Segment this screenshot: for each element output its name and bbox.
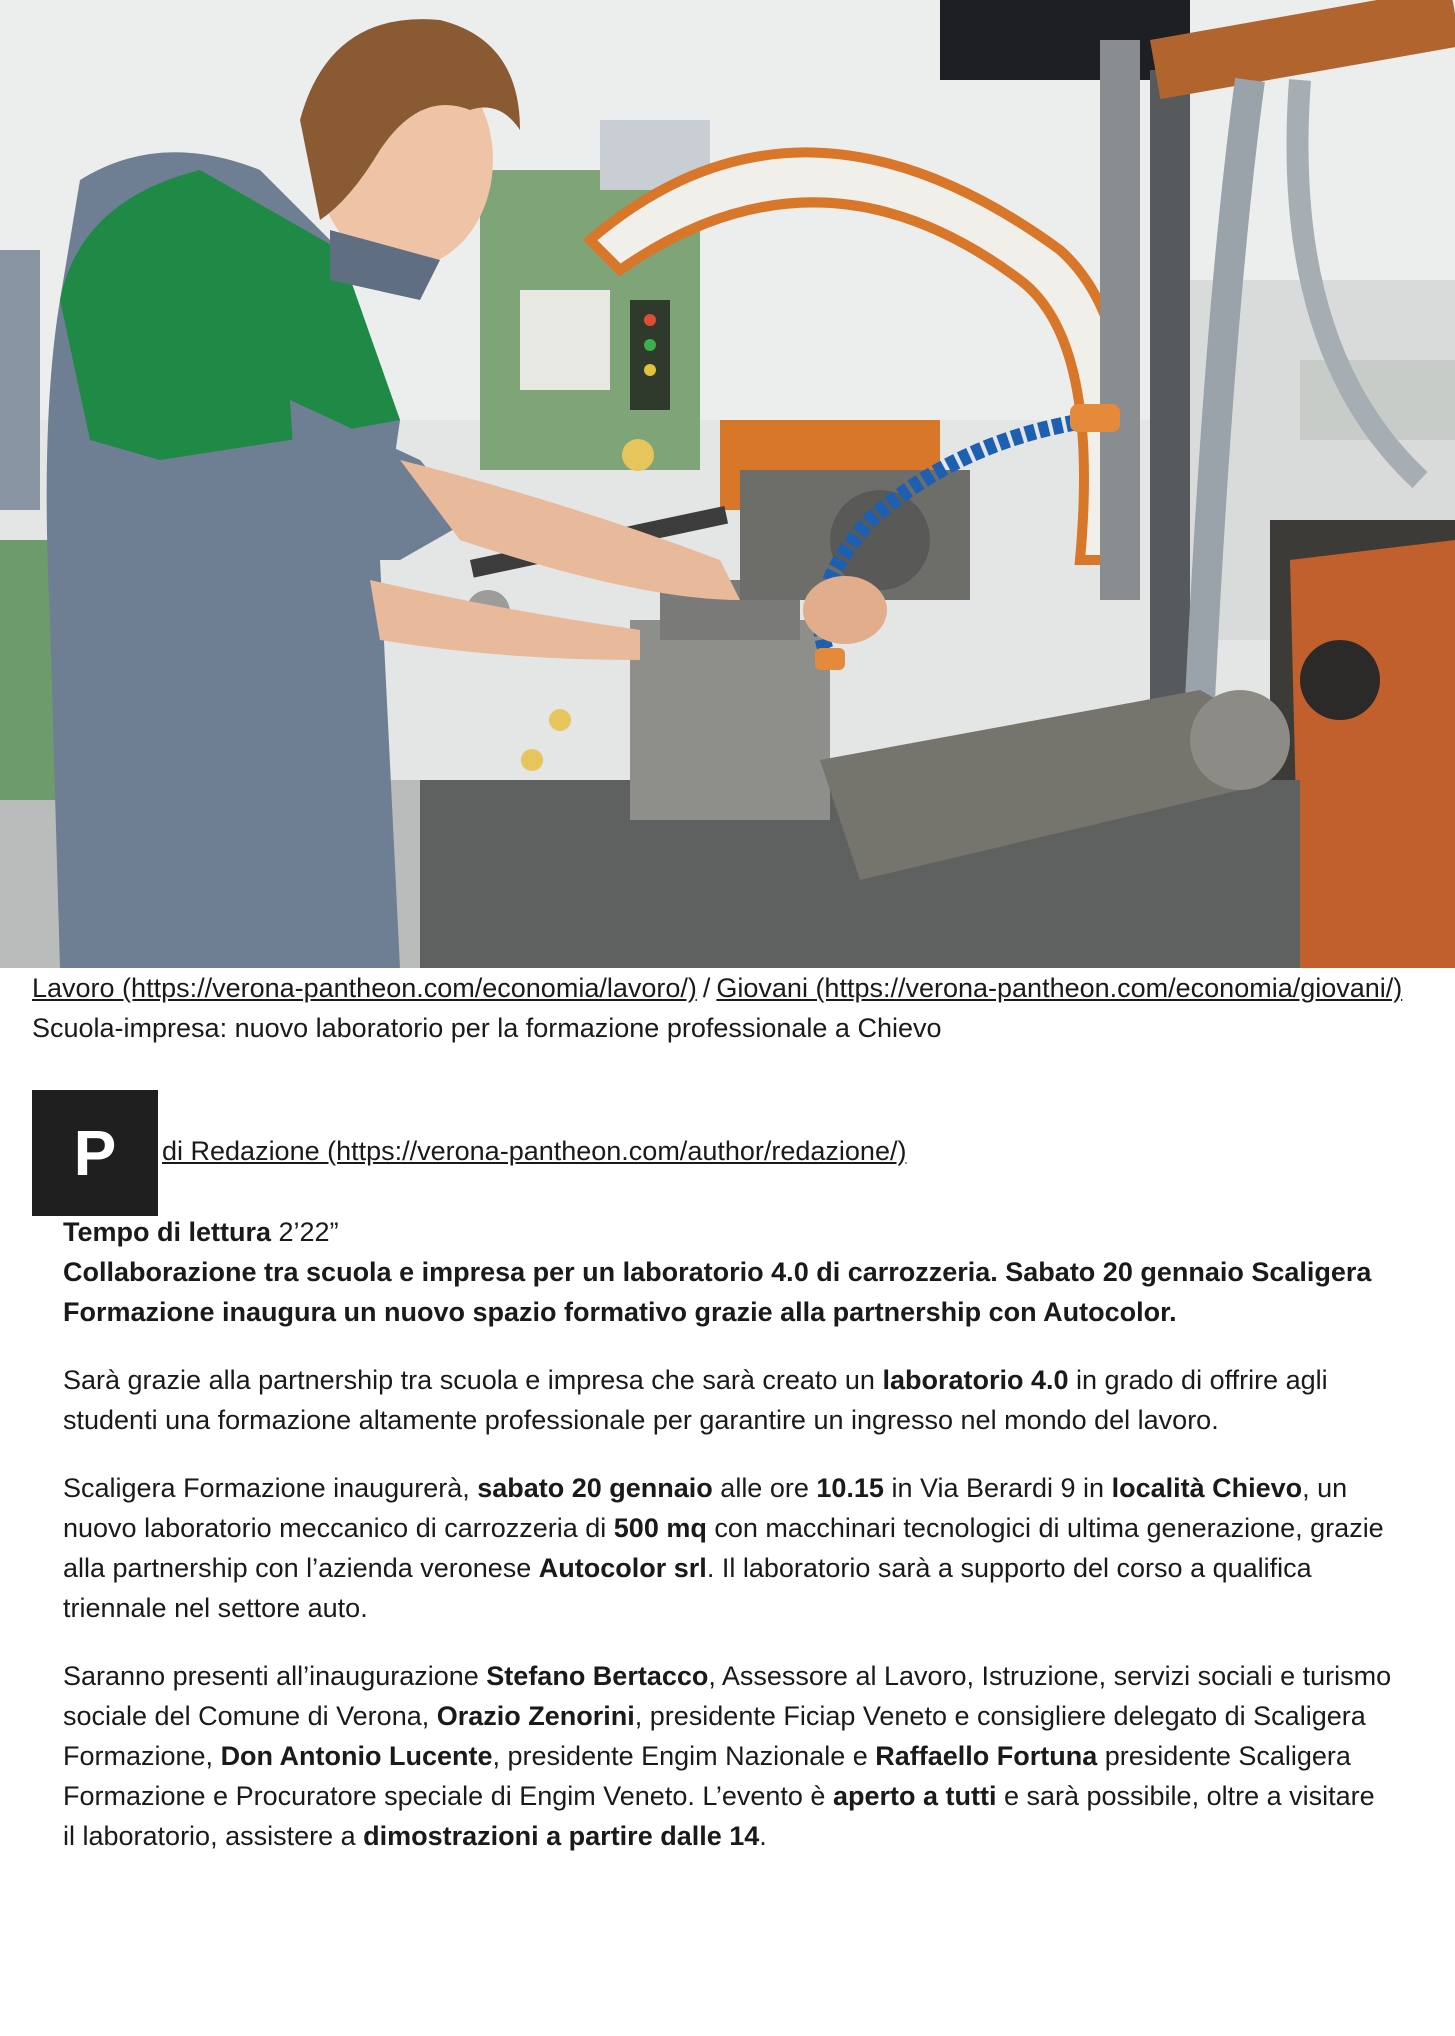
reading-time-label: Tempo di lettura: [63, 1217, 272, 1247]
article-title: Scuola-impresa: nuovo laboratorio per la formazione professionale a Chievo: [32, 1013, 942, 1043]
author-link[interactable]: di Redazione (https://verona-pantheon.com/author/redazione/): [162, 1135, 907, 1166]
breadcrumb: [32, 968, 1432, 1008]
text: Sarà grazie alla partnership tra scuola e impresa che sarà creato un: [63, 1365, 883, 1395]
text: alle ore: [712, 1473, 817, 1503]
text: in grado di offrire agli studenti una formazione altamente professionale per garantire un ingresso nel mondo del lavoro.: [63, 1365, 1328, 1435]
bold-text: Stefano Bertacco: [486, 1661, 709, 1691]
text: , presidente Engim Nazionale e: [492, 1741, 876, 1771]
photo-icon: [0, 0, 1455, 968]
publisher-logo: P: [32, 1090, 158, 1216]
bold-text: Raffaello Fortuna: [875, 1741, 1098, 1771]
bold-text: 10.15: [816, 1473, 884, 1503]
text: . Il laboratorio sarà a supporto del corso a qualifica triennale nel settore auto.: [63, 1553, 1312, 1623]
bold-text: Orazio Zenorini: [436, 1701, 635, 1731]
article-body: [63, 1212, 1393, 1856]
reading-time: [63, 1212, 1393, 1252]
bold-text: laboratorio 4.0: [882, 1365, 1069, 1395]
bold-text: sabato 20 gennaio: [477, 1473, 713, 1503]
text: e sarà possibile, oltre a visitare il laboratorio, assistere a: [63, 1781, 1375, 1851]
bold-text: Don Antonio Lucente: [220, 1741, 493, 1771]
text: Saranno presenti all’inaugurazione: [63, 1661, 487, 1691]
bold-text: dimostrazioni a partire dalle 14: [363, 1821, 760, 1851]
text: , Assessore al Lavoro, Istruzione, servizi sociali e turismo sociale del Comune di Verona,: [63, 1661, 1392, 1731]
breadcrumb-link-lavoro[interactable]: Lavoro (https://verona-pantheon.com/economia/lavoro/): [32, 973, 697, 1003]
text: in Via Berardi 9 in: [883, 1473, 1112, 1503]
text: , presidente Ficiap Veneto e consigliere delegato di Scaligera Formazione,: [63, 1701, 1366, 1771]
text: presidente Scaligera Formazione e Procuratore speciale di Engim Veneto. L’evento è: [63, 1741, 1351, 1811]
author-row: [32, 1090, 906, 1216]
breadcrumb-separator: /: [702, 973, 711, 1003]
bold-text: Autocolor srl: [538, 1553, 707, 1583]
hero-photo: [0, 0, 1455, 968]
article-lead: Collaborazione tra scuola e impresa per un laboratorio 4.0 di carrozzeria. Sabato 20 gennaio Scaligera Formazione inaugura un nuovo spazio formativo grazie alla partnership con Autocolor.: [63, 1257, 1372, 1327]
text: , un nuovo laboratorio meccanico di carrozzeria di: [63, 1473, 1348, 1543]
article-meta: [32, 968, 1432, 1048]
reading-time-value: 2’22”: [278, 1217, 339, 1247]
text: con macchinari tecnologici di ultima generazione, grazie alla partnership con l’azienda veronese: [63, 1513, 1384, 1583]
breadcrumb-link-giovani[interactable]: Giovani (https://verona-pantheon.com/economia/giovani/): [716, 973, 1403, 1003]
paragraph-3: [63, 1656, 1393, 1856]
bold-text: aperto a tutti: [832, 1781, 997, 1811]
paragraph-2: [63, 1468, 1393, 1628]
text: Scaligera Formazione inaugurerà,: [63, 1473, 478, 1503]
paragraph-1: [63, 1360, 1393, 1440]
bold-text: località Chievo: [1111, 1473, 1303, 1503]
text: .: [759, 1821, 767, 1851]
bold-text: 500 mq: [613, 1513, 707, 1543]
